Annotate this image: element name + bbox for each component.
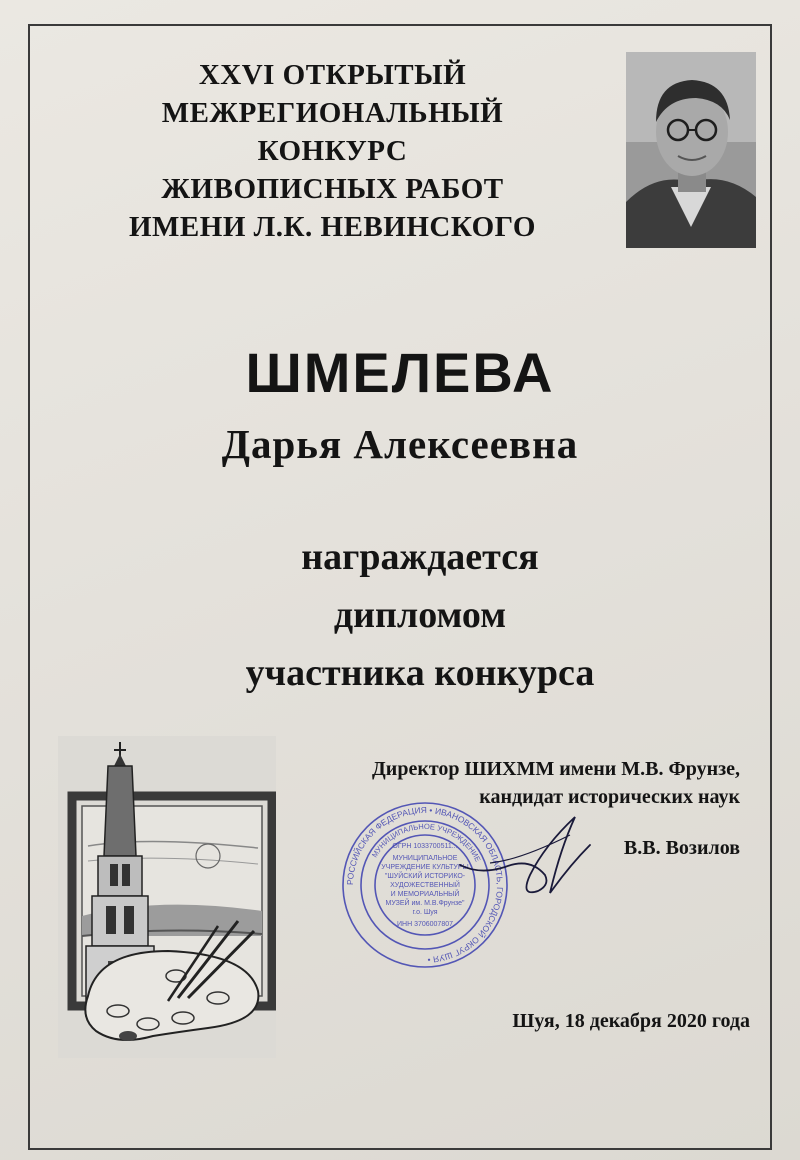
signatory-name: В.В. Возилов [623, 837, 740, 859]
award-line: дипломом [333, 594, 507, 636]
heading-line: ЖИВОПИСНЫХ РАБОТ [161, 173, 504, 205]
recipient-given-names: Дарья Алексеевна [221, 421, 579, 467]
signatory-title-line: Директор ШИХММ имени М.В. Фрунзе, [372, 758, 740, 780]
stamp-center-line: УЧРЕЖДЕНИЕ КУЛЬТУРЫ [381, 864, 469, 871]
heading-line: КОНКУРС [257, 135, 408, 167]
stamp-center-line: г.о. Шуя [412, 909, 438, 916]
stamp-inner-ring-text: МУНИЦИПАЛЬНОЕ УЧРЕЖДЕНИЕ [369, 821, 483, 864]
place-and-date: Шуя, 18 декабря 2020 года [512, 1010, 750, 1032]
stamp-center-line: ХУДОЖЕСТВЕННЫЙ [390, 882, 460, 889]
stamp-outer-text: РОССИЙСКАЯ ФЕДЕРАЦИЯ • ИВАНОВСКАЯ ОБЛАСТЬ, ГОРОДСКОЙ ОКРУГ ШУЯ • [344, 804, 506, 965]
stamp-ogrn: ОГРН 1033700511... [392, 843, 458, 850]
contest-heading [60, 56, 605, 246]
bell-tower-palette-illustration [58, 736, 276, 1058]
heading-line: ИМЕНИ Л.К. НЕВИНСКОГО [129, 211, 536, 243]
stamp-center-line: МУНИЦИПАЛЬНОЕ [392, 855, 458, 862]
stamp-center-line: МУЗЕЙ им. М.В.Фрунзе" [385, 900, 465, 907]
stamp-center-line: И МЕМОРИАЛЬНЫЙ [390, 891, 460, 898]
stamp-inn: ИНН 3706007807 [396, 921, 454, 928]
signatory-title-line: кандидат исторических наук [479, 786, 740, 808]
heading-line: XXVI ОТКРЫТЫЙ [198, 59, 467, 91]
award-line: участника конкурса [245, 652, 595, 694]
handwritten-signature [450, 805, 600, 915]
portrait-photo [626, 52, 756, 248]
award-text [160, 528, 680, 702]
recipient-surname: ШМЕЛЕВА [245, 341, 555, 404]
stamp-center-line: "ШУЙСКИЙ ИСТОРИКО- [384, 873, 466, 880]
heading-line: МЕЖРЕГИОНАЛЬНЫЙ [161, 97, 504, 129]
award-line: награждается [301, 536, 539, 578]
